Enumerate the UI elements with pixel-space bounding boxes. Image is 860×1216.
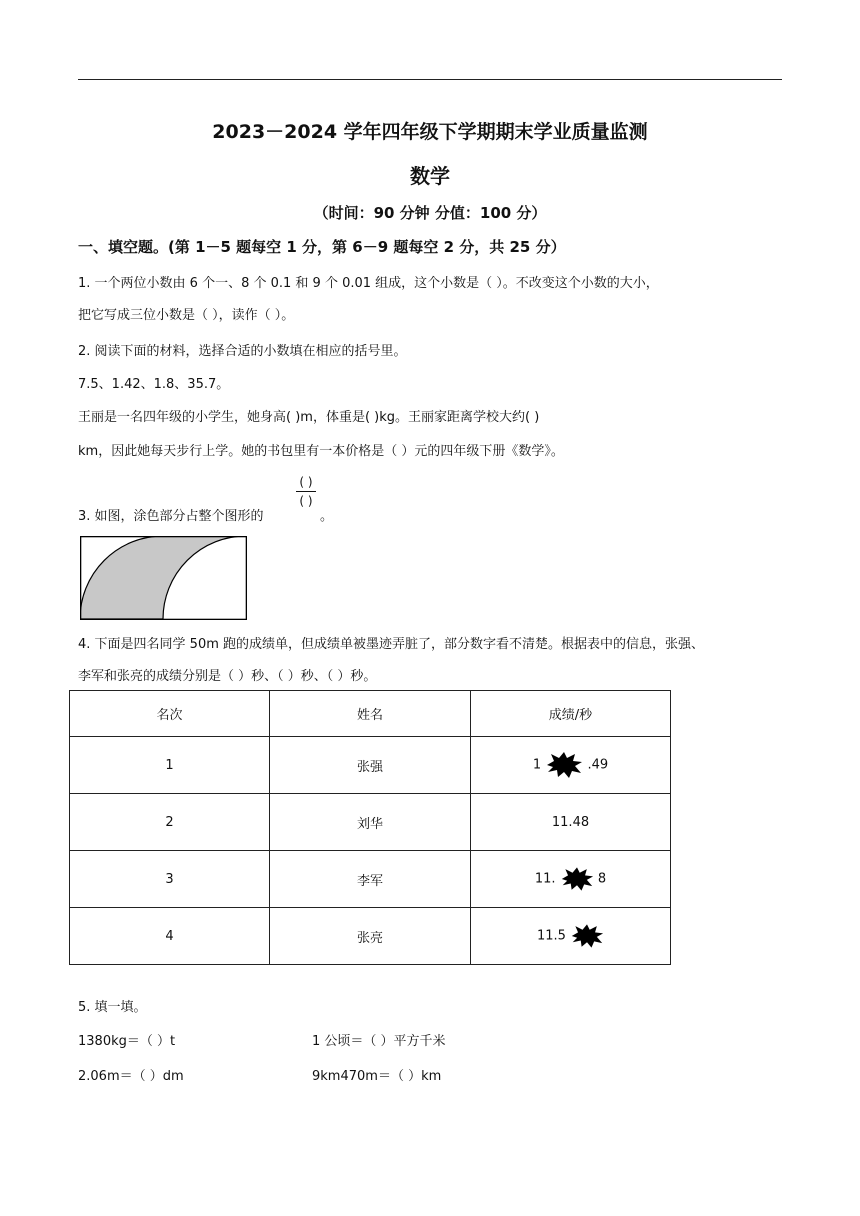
fraction-bar <box>296 491 316 492</box>
shaded-region <box>80 536 246 619</box>
q3-tail: 。 <box>320 509 334 524</box>
col-header-rank: 名次 <box>70 691 270 737</box>
ink-blot-icon <box>545 752 583 778</box>
score-table <box>69 690 671 965</box>
score-cell <box>471 737 671 794</box>
q2-line4: km，因此她每天步行上学。她的书包里有一本价格是（ ）元的四年级下册《数学》。 <box>78 444 564 459</box>
q4-line1: 4. 下面是四名同学 50m 跑的成绩单，但成绩单被墨迹弄脏了，部分数字看不清楚。根据表中的信息，张强、 <box>78 637 705 652</box>
col-header-name: 姓名 <box>270 691 471 737</box>
table-header-row <box>70 691 671 737</box>
score-cell <box>471 908 671 965</box>
table-row <box>70 908 671 965</box>
fraction-denominator: ( ) <box>299 494 313 508</box>
table-row <box>70 737 671 794</box>
q5-title: 5. 填一填。 <box>78 1000 147 1015</box>
fraction-blank <box>296 474 316 509</box>
score-cell <box>471 851 671 908</box>
q5-item-b: 1 公顷＝（ ）平方千米 <box>312 1034 446 1049</box>
name-cell: 李军 <box>270 851 471 908</box>
ink-blot-icon <box>560 867 594 891</box>
rank-cell: 3 <box>70 851 270 908</box>
section-heading: 一、填空题。(第 1－5 题每空 1 分，第 6－9 题每空 2 分，共 25 分） <box>78 238 566 256</box>
q2-line1: 2. 阅读下面的材料，选择合适的小数填在相应的括号里。 <box>78 344 407 359</box>
subject-title: 数学 <box>410 164 450 188</box>
score-suffix: .49 <box>587 757 609 773</box>
header-rule <box>78 79 782 80</box>
rank-cell: 1 <box>70 737 270 794</box>
score-prefix: 1 <box>532 757 542 773</box>
q2-line3: 王丽是一名四年级的小学生，她身高( )m，体重是( )kg。王丽家距离学校大约( ) <box>78 410 540 425</box>
q1-line1: 1. 一个两位小数由 6 个一、8 个 0.1 和 9 个 0.01 组成，这个小数是（ ）。不改变这个小数的大小， <box>78 276 659 291</box>
q5-item-a: 1380kg＝（ ）t <box>78 1034 176 1049</box>
fraction-numerator: ( ) <box>299 475 313 489</box>
q5-item-c: 2.06m＝（ ）dm <box>78 1069 184 1084</box>
table-row <box>70 794 671 851</box>
rank-cell: 4 <box>70 908 270 965</box>
name-cell: 张亮 <box>270 908 471 965</box>
q4-line2: 李军和张亮的成绩分别是（ ）秒、（ ）秒、（ ）秒。 <box>78 669 377 684</box>
score-prefix: 11.5 <box>536 928 566 944</box>
q1-line2: 把它写成三位小数是（ ），读作（ ）。 <box>78 308 295 323</box>
exam-meta: （时间：90 分钟 分值：100 分） <box>313 204 547 222</box>
score-suffix: 8 <box>597 871 607 887</box>
q3-text <box>78 505 264 524</box>
q2-line2: 7.5、1.42、1.8、35.7。 <box>78 377 230 392</box>
shaded-figure <box>80 536 247 620</box>
score-cell: 11.48 <box>471 794 671 851</box>
q5-item-d: 9km470m＝（ ）km <box>312 1069 442 1084</box>
rank-cell: 2 <box>70 794 270 851</box>
table-row <box>70 851 671 908</box>
name-cell: 刘华 <box>270 794 471 851</box>
score-prefix: 11. <box>534 871 556 887</box>
name-cell: 张强 <box>270 737 471 794</box>
ink-blot-icon <box>570 924 604 948</box>
q3-question: 3. 如图，涂色部分占整个图形的 <box>78 509 264 524</box>
col-header-score: 成绩/秒 <box>471 691 671 737</box>
exam-title: 2023－2024 学年四年级下学期期末学业质量监测 <box>212 121 648 143</box>
